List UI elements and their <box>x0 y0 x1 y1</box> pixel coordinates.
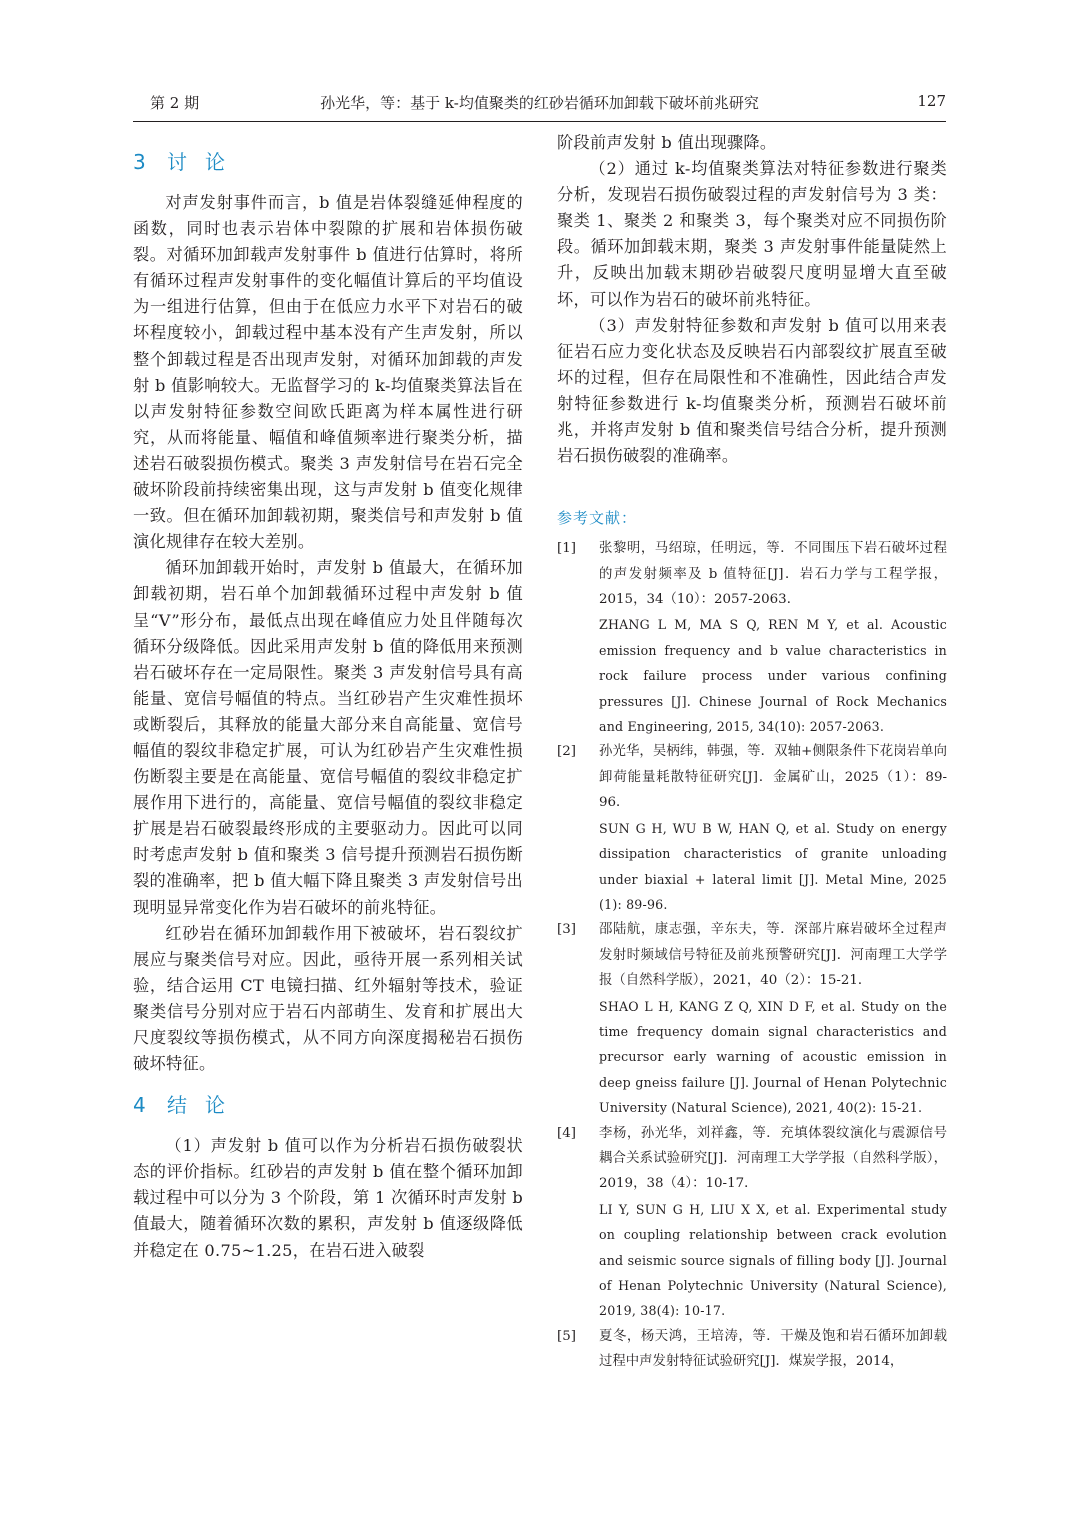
running-title: 孙光华，等：基于 k-均值聚类的红砂岩循环加卸载下破坏前兆研究 <box>320 94 759 112</box>
running-header <box>133 88 946 118</box>
paragraph: 循环加卸载开始时，声发射 b 值最大，在循环加卸载初期，岩石单个加卸载循环过程中声发射 b 值呈“V”形分布，最低点出现在峰值应力处且伴随每次循环分级降低。因此采用声发射 b 值的降低用来预测岩石破坏存在一定局限性。聚类 3 声发射信号具有高能量、宽信号幅值的特点。当红砂岩产生灾难性损坏或断裂后，其释放的能量大部分来自高能量、宽信号幅值的裂纹非稳定扩展，可认为红砂岩产生灾难性损伤断裂主要是在高能量、宽信号幅值的裂纹非稳定扩展作用下进行的，高能量、宽信号幅值的裂纹非稳定扩展是岩石破裂最终形成的主要驱动力。因此可以同时考虑声发射 b 值和聚类 3 信号提升预测岩石损伤断裂的准确率，把 b 值大幅下降且聚类 3 声发射信号出现明显异常变化作为岩石破坏的前兆特征。 <box>133 558 523 917</box>
reference-tag: [2] <box>557 744 576 760</box>
paragraph: （1）声发射 b 值可以作为分析岩石损伤破裂状态的评价指标。红砂岩的声发射 b 值在整个循环加卸载过程中可以分为 3 个阶段，第 1 次循环时声发射 b 值最大，随着循环次数的累积，声发射 b 值逐级降低并稳定在 0.75~1.25，在岩石进入破裂 <box>133 1136 523 1260</box>
reference-item <box>557 739 947 917</box>
references-heading: 参考文献： <box>557 509 638 528</box>
reference-tag: [4] <box>557 1125 576 1141</box>
section-title: 结论 <box>167 1093 243 1118</box>
left-column <box>133 130 523 1264</box>
paragraph: 对声发射事件而言，b 值是岩体裂缝延伸程度的函数，同时也表示岩体中裂隙的扩展和岩体损伤破裂。对循环加卸载声发射事件 b 值进行估算时，将所有循环过程声发射事件的变化幅值计算后的平均值设为一组进行估算，但由于在低应力水平下对岩石的破坏程度较小，卸载过程中基本没有产生声发射，所以整个卸载过程是否出现声发射，对循环加卸载的声发射 b 值影响较大。无监督学习的 k-均值聚类算法旨在以声发射特征参数空间欧氏距离为样本属性进行研究，从而将能量、幅值和峰值频率进行聚类分析，描述岩石破裂损伤模式。聚类 3 声发射信号在岩石完全破坏阶段前持续密集出现，这与声发射 b 值变化规律一致。但在循环加卸载初期，聚类信号和声发射 b 值演化规律存在较大差别。 <box>133 193 523 552</box>
reference-tag: [5] <box>557 1328 576 1344</box>
section-heading-conclusion <box>133 1087 523 1123</box>
reference-tag: [1] <box>557 541 576 557</box>
issue-label: 第 2 期 <box>150 94 200 112</box>
reference-en: LI Y, SUN G H, LIU X X, et al. Experimental study on coupling relationship between crack evolution and seismic source signals of filling body [J]. Journal of Henan Polytechnic University (Natural Science), 2019, 38(4): 10-17. <box>599 1201 947 1319</box>
reference-cn: 李杨，孙光华，刘祥鑫，等．充填体裂纹演化与震源信号耦合关系试验研究[J]．河南理工大学学报（自然科学版），2019，38（4）：10-17． <box>599 1125 947 1192</box>
section-heading-discussion <box>133 144 523 180</box>
paragraph: （3）声发射特征参数和声发射 b 值可以用来表征岩石应力变化状态及反映岩石内部裂纹扩展直至破坏的过程，但存在局限性和不准确性，因此结合声发射特征参数进行 k-均值聚类分析，预测岩石破坏前兆，并将声发射 b 值和聚类信号结合分析，提升预测岩石损伤破裂的准确率。 <box>557 315 947 466</box>
right-column <box>557 130 947 1375</box>
reference-cn: 邵陆航，康志强，辛东夫，等．深部片麻岩破坏全过程声发射时频域信号特征及前兆预警研究[J]．河南理工大学学报（自然科学版），2021，40（2）：15-21． <box>599 922 947 989</box>
page-number: 127 <box>917 92 946 110</box>
reference-item <box>557 536 947 739</box>
reference-cn: 夏冬，杨天鸿，王培涛，等．干燥及饱和岩石循环加卸载过程中声发射特征试验研究[J]．煤炭学报，2014， <box>599 1328 947 1370</box>
section-number: 4 <box>133 1093 147 1118</box>
reference-en: ZHANG L M, MA S Q, REN M Y, et al. Acoustic emission frequency and b value characteristics in rock failure process under various confining pressures [J]. Chinese Journal of Rock Mechanics and Engineering, 2015, 34(10): 2057-2063. <box>599 617 947 735</box>
reference-cn: 张黎明，马绍琼，任明远，等．不同围压下岩石破坏过程的声发射频率及 b 值特征[J]．岩石力学与工程学报，2015，34（10）：2057-2063． <box>599 541 947 608</box>
section-number: 3 <box>133 150 147 174</box>
reference-cn: 孙光华，吴柄纬，韩强，等．双轴+侧限条件下花岗岩单向卸荷能量耗散特征研究[J]．金属矿山，2025（1）：89-96． <box>599 744 947 811</box>
section-title: 讨论 <box>167 150 243 174</box>
reference-item <box>557 917 947 1120</box>
header-divider <box>133 121 946 122</box>
reference-en: SHAO L H, KANG Z Q, XIN D F, et al. Study on the time frequency domain signal characteristics and precursor early warning of acoustic emission in deep gneiss failure [J]. Journal of Henan Polytechnic University (Natural Science), 2021, 40(2): 15-21. <box>599 998 947 1116</box>
reference-en: SUN G H, WU B W, HAN Q, et al. Study on energy dissipation characteristics of granite unloading under biaxial + lateral limit [J]. Metal Mine, 2025 (1): 89-96. <box>599 820 947 912</box>
reference-item <box>557 1324 947 1375</box>
paragraph: （2）通过 k-均值聚类算法对特征参数进行聚类分析，发现岩石损伤破裂过程的声发射信号为 3 类：聚类 1、聚类 2 和聚类 3，每个聚类对应不同损伤阶段。循环加卸载末期，聚类 3 声发射事件能量陡然上升，反映出加载末期砂岩破裂尺度明显增大直至破坏，可以作为岩石的破坏前兆特征。 <box>557 159 947 309</box>
paragraph: 阶段前声发射 b 值出现骤降。 <box>557 133 777 152</box>
paragraph: 红砂岩在循环加卸载作用下被破坏，岩石裂纹扩展应与聚类信号对应。因此，亟待开展一系列相关试验，结合运用 CT 电镜扫描、红外辐射等技术，验证聚类信号分别对应于岩石内部萌生、发育和扩展出大尺度裂纹等损伤模式，从不同方向深度揭秘岩石损伤破坏特征。 <box>133 923 523 1074</box>
reference-item <box>557 1121 947 1324</box>
reference-tag: [3] <box>557 922 576 938</box>
